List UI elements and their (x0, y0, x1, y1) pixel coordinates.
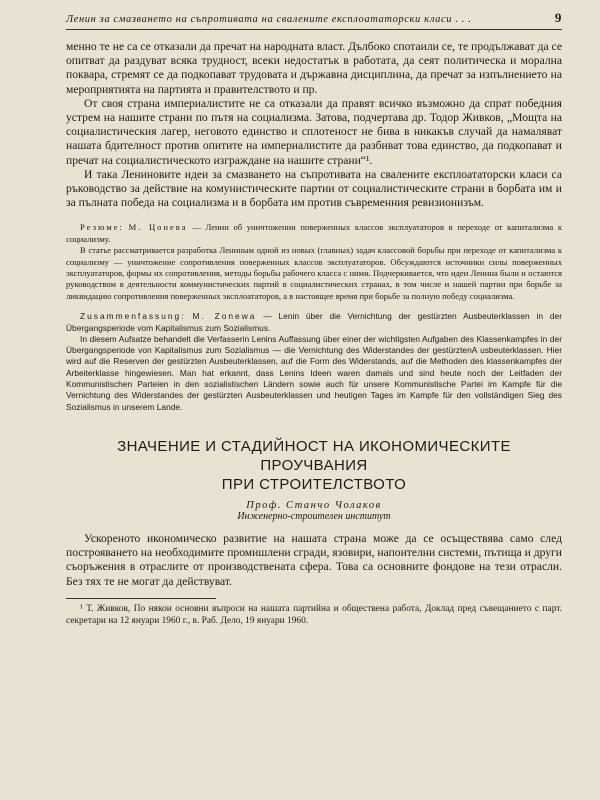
footnote-divider (66, 598, 216, 599)
article-title-line: ПРИ СТРОИТЕЛСТВОТО (221, 475, 407, 493)
summary-author: M. Zonewa (192, 311, 257, 322)
article-body (66, 532, 562, 589)
summary-russian (66, 222, 562, 302)
summary-text: В статье рассматривается разработка Лениным одной из новых (главных) задач классовой борьбы при переходе от капитализма к социализму — уничтожение сопротивления поверженных классов эксплуататоров. Обсуждаются источники силы поверженных эксплуататоров, формы их сопротивления, методы борьбы рабочего класса с ними. Подчеркивается, что идеи Ленина были и остаются руководством в деятельности коммунистических партий в социалистических странах, в том числе и нашей партии при борьбе за ликвидацию сопротивления поверженных эксплоататоров, а в настоящее время при борьбе за полную победу социализма. (66, 245, 562, 301)
footnote: ¹ Т. Живков, По някои основни въпроси на нашата партийна и обществена работа, Доклад пред съвещанието с парт. секретари на 12 януари 1960 г., в. Раб. Дело, 19 януари 1960. (66, 603, 562, 626)
paragraph: И така Лениновите идеи за смазването на съпротивата на свалените експлоататорски класи са ръководство за действие на комунистическите партии от социалистическите страни в борбата им и за пълната победа на социализма и в борбата им против съвременния ревизионизъм. (66, 167, 562, 210)
article-body-previous (66, 40, 562, 210)
article-affiliation: Инженерно-строителен институт (237, 510, 391, 522)
paragraph: менно те не са се отказали да прeчат на народната власт. Дълбоко спотаили се, те продължават да се опитват да раздуват всяка трудност, всеки недостатък в работата, да сеят политическа и морална поквара, стремят се да подкопават трудовата и държавна дисциплина, да пречат за изпълнението на мероприятията на партията и правителството и пр. (66, 40, 562, 96)
summary-text: In diesem Aufsatze behandelt die Verfasserin Lenins Auffassung über einer der wichtigsten Aufgaben des Klassenkampfes in der Übergangsperiode von Kapitalismus zum Sozialismus — die Vernichtung des Widerstandes der gestürztenA usbeuterklassen. Hier wird auf die Reserven der gestürzten Ausbeuterklassen, auf die Form des Widerstands, auf die Methoden des klassenkampfes der Arbeiterklasse hingewiesen. Man hat erkannt, dass Lenins Ideen waren damals und sind heute noch der Leitfaden der Kommunistischen Parteien in den sozialistischen Ländern sowie auch für unsere Kommunistische Partei im Kampfe für die Vernichtung des Widerstandes der gestürzten Ausbeuterklassen und heutigen Tages im Kampfe für den vollständigen Sieg des Sozialismus in unserem Lande. (66, 333, 562, 412)
page-number: 9 (554, 10, 562, 25)
article-title-line: ЗНАЧЕНИЕ И СТАДИЙНОСТ НА ИКОНОМИЧЕСКИТЕ ПРОУЧВАНИЯ (117, 437, 511, 474)
summary-lead: Zusammenfassung: (80, 311, 186, 322)
summary-german (66, 311, 562, 413)
paragraph: От своя страна империалистите не са отказали да правят всичко възможно да спрат победния устрем на нашите страни по пътя на социализма. Затова, подчертава др. Тодор Живков, „Мощта на социалистическия лагер, неговото единство и сплотеност не бива в никакъв случай да намаляват нашата бдителност против опитите на империалистите да разбиват това единство, да подкопават и пречат на социалистическото изграждане на нашите страни“¹. (66, 96, 562, 167)
summary-heading (66, 222, 562, 245)
paragraph: Ускореното икономическо развитие на нашата страна може да се осъществява само след построяването на необходимите промишлени сгради, язовири, напоителни системи, пътища и други съоръжения в отраслите от производствената сфера. Това са основните фондове на тези отрасли. Без тях те не могат да действуват. (66, 531, 562, 588)
running-title: Ленин за смазването на съпротивата на свалените експлоататорски класи . . . (66, 14, 472, 25)
summary-lead: Резюме: (80, 222, 124, 233)
article-title (66, 437, 562, 494)
summary-heading (66, 311, 562, 334)
summary-intro: — Ленин об уничтожении поверженных классов эксплуататоров в переходе от капитализма к социализму. (66, 222, 563, 244)
summary-author: М. Цонева (128, 222, 188, 233)
summary-intro: — Lenin über die Vernichtung der gestürzten Ausbeuterklassen in der Übergangsperiode vom Kapitalismus zum Sozialismus. (66, 311, 562, 333)
running-header (66, 10, 562, 30)
article-author: Проф. Станчо Чолаков (246, 499, 382, 511)
footnotes (66, 603, 562, 627)
